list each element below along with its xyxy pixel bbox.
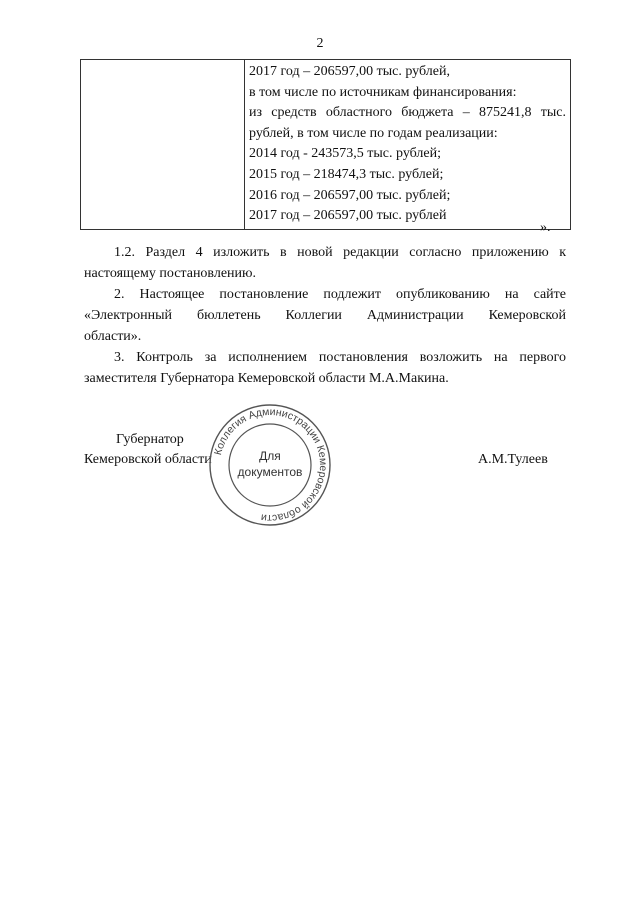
- closing-quote: ».: [540, 220, 551, 235]
- paragraph-line: настоящему постановлению.: [84, 266, 256, 281]
- paragraph-line: области».: [84, 329, 142, 344]
- paragraph-line: 2. Настоящее постановление подлежит опубликованию на сайте: [114, 287, 566, 302]
- paragraph-line: 1.2. Раздел 4 изложить в новой редакции согласно приложению к: [114, 245, 566, 260]
- finance-line: в том числе по источникам финансирования:: [249, 84, 517, 100]
- paragraph-section-4: [84, 242, 566, 284]
- table-row: [81, 60, 571, 230]
- table-label-cell: [81, 60, 245, 230]
- finance-line: 2017 год – 206597,00 тыс. рублей,: [249, 64, 450, 79]
- page-number: 2: [316, 36, 324, 51]
- finance-line: из средств областного бюджета – 875241,8 тыс.: [249, 105, 566, 121]
- signatory-name: А.М.Тулеев: [478, 452, 548, 467]
- paragraph-line: заместителя Губернатора Кемеровской области М.А.Макина.: [84, 371, 449, 386]
- finance-line: 2014 год - 243573,5 тыс. рублей;: [249, 146, 442, 162]
- finance-line: 2016 год – 206597,00 тыс. рублей;: [249, 187, 451, 203]
- financing-table: [80, 59, 571, 230]
- table-value-cell: [245, 60, 571, 230]
- stamp-ring-text: Коллегия Администрации Кемеровской области: [212, 405, 330, 525]
- paragraph-control: [84, 347, 566, 389]
- stamp-center-line: документов: [237, 465, 303, 479]
- stamp-center-line: Для: [259, 449, 281, 463]
- official-stamp: [207, 402, 333, 528]
- signatory-region: Кемеровской области: [84, 452, 212, 467]
- paragraph-line: 3. Контроль за исполнением постановления возложить на первого: [114, 350, 566, 365]
- paragraph-line: «Электронный бюллетень Коллегии Администрации Кемеровской: [84, 308, 566, 323]
- signatory-title: Губернатор: [116, 432, 184, 447]
- finance-line: 2015 год – 218474,3 тыс. рублей;: [249, 166, 444, 182]
- finance-line: 2017 год – 206597,00 тыс. рублей: [249, 208, 447, 224]
- finance-line: рублей, в том числе по годам реализации:: [249, 125, 498, 141]
- paragraph-publication: [84, 284, 566, 347]
